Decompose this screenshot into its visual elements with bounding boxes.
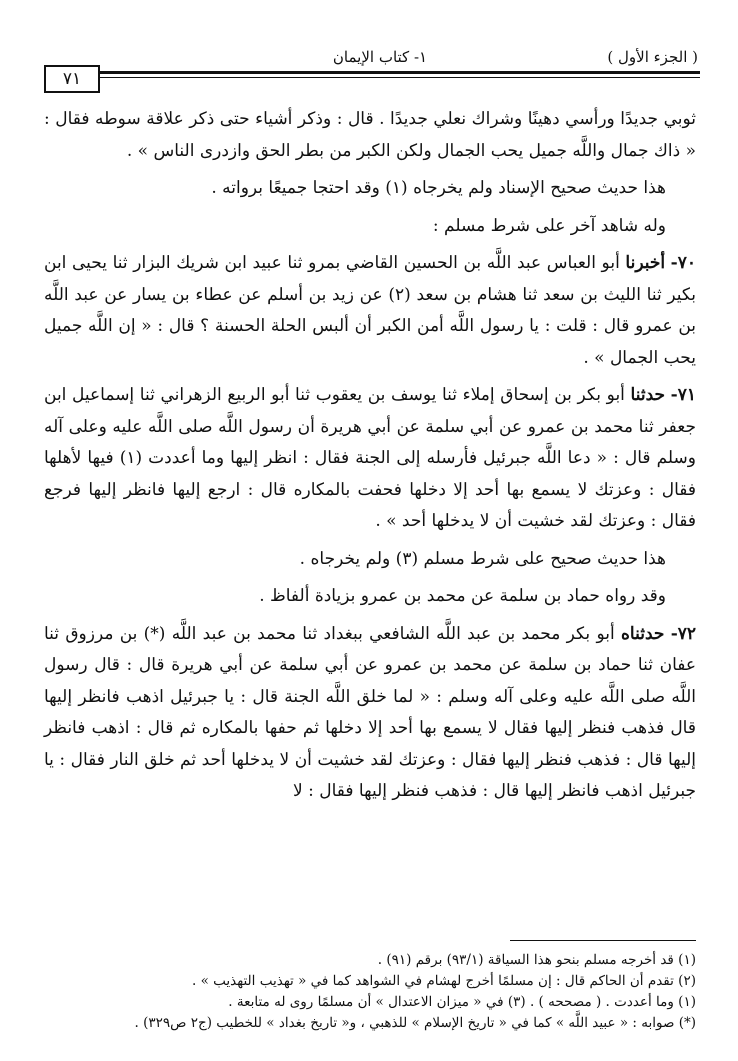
footnotes	[44, 950, 696, 1034]
hadith-71: ٧١- حدثنا أبو بكر بن إسحاق إملاء ثنا يوسف بن يعقوب ثنا أبو الربيع الزهراني ثنا إسماعيل ابن جعفر ثنا محمد بن عمرو عن أبي سلمة عن أبي هريرة أن رسول اللَّه صلى اللَّه عليه وعلى آله وسلم قال : « دعا اللَّه جبرئيل فأرسله إلى الجنة فقال : انظر إليها وما أعددت (١) فيها لأهلها فقال : وعزتك لا يسمع بها أحد إلا دخلها فحفت بالمكاره قال : ارجع إليها فانظر إليها فرجع فقال : وعزتك لقد خشيت أن لا يدخلها أحد » .	[44, 385, 697, 531]
paragraph: وله شاهد آخر على شرط مسلم :	[432, 215, 666, 236]
chapter-title: ١- كتاب الإيمان	[332, 48, 428, 66]
page-number: ٧١	[44, 65, 100, 93]
paragraph: وقد رواه حماد بن سلمة عن محمد بن عمرو بزيادة ألفاظ .	[259, 586, 666, 606]
footnote: (٢) تقدم أن الحاكم قال : إن مسلمًا أخرج لهشام في الشواهد كما في « تهذيب التهذيب » .	[192, 973, 696, 989]
footnote-rule	[510, 940, 696, 941]
volume-label: ( الجزء الأول )	[607, 48, 698, 66]
footnote: (*) صوابه : « عبيد اللَّه » كما في « تاريخ الإسلام » للذهبي ، و« تاريخ بغداد » للخطيب (ج٢ ص٣٢٩) .	[134, 1015, 696, 1031]
footnote: (١) وما أعددت . ( مصححه ) . (٣) في « ميزان الاعتدال » أن مسلمًا روى له متابعة .	[228, 994, 696, 1010]
footnote: (١) قد أخرجه مسلم بنحو هذا السياقة (٩٣/١) برقم (٩١) .	[377, 952, 696, 968]
hadith-72: ٧٢- حدثناه أبو بكر محمد بن عبد اللَّه الشافعي ببغداد ثنا محمد بن عبد اللَّه (*) بن مرزوق ثنا عفان ثنا حماد بن سلمة عن محمد بن عمرو عن أبي سلمة عن أبي هريرة قال : قال رسول اللَّه صلى اللَّه عليه وعلى آله وسلم : « لما خلق اللَّه الجنة قال : يا جبرئيل اذهب فانظر إليها قال فذهب فنظر إليها فقال لا يسمع بها أحد إلا دخلها ثم حفها بالمكاره ثم قال : اذهب فانظر إليها قال : فذهب فنظر إليها فقال : وعزتك لقد خشيت أن لا يدخلها أحد ثم خلق النار فقال : يا جبرئيل اذهب فانظر إليها قال : فذهب فنظر إليها فقال : لا	[44, 623, 697, 801]
main-text	[44, 104, 696, 814]
hadith-70: ٧٠- أخبرنا أبو العباس عبد اللَّه بن الحسين القاضي بمرو ثنا عبيد ابن شريك البزار ثنا يحيى ابن بكير ثنا الليث بن سعد ثنا هشام بن سعد (٢) عن زيد بن أسلم عن عطاء بن يسار عن عبد اللَّه بن عمرو قال : قلت : يا رسول اللَّه أمن الكبر أن ألبس الحلة الحسنة ؟ قال : « إن اللَّه جميل يحب الجمال » .	[44, 253, 696, 368]
paragraph: هذا حديث صحيح على شرط مسلم (٣) ولم يخرجاه .	[299, 548, 666, 569]
paragraph: هذا حديث صحيح الإسناد ولم يخرجاه (١) وقد احتجا جميعًا برواته .	[211, 178, 666, 198]
header-rule-thin	[98, 77, 700, 78]
paragraph: ثوبي جديدًا ورأسي دهينًا وشراك نعلي جديدًا . قال : وذكر أشياء حتى ذكر علاقة سوطه فقال : « ذاك جمال واللَّه جميل يحب الجمال ولكن الكبر من بطر الحق وازدرى الناس » .	[44, 109, 696, 161]
header-rule	[98, 71, 700, 74]
